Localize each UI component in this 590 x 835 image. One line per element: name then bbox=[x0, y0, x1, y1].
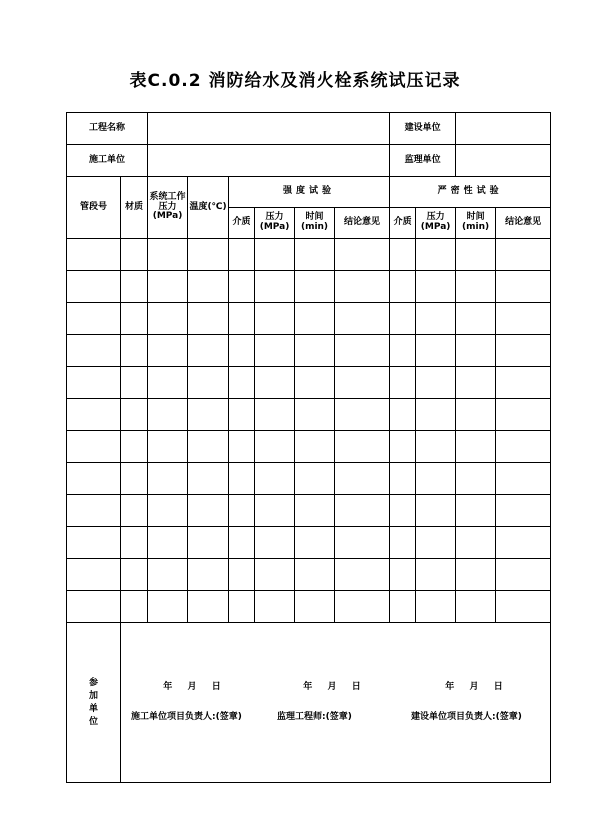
table-cell[interactable] bbox=[335, 303, 390, 335]
project-name-field[interactable] bbox=[148, 113, 390, 145]
supervisor-label: 监理工程师:(签章) bbox=[277, 711, 352, 722]
table-cell[interactable] bbox=[456, 559, 496, 591]
table-row bbox=[67, 463, 551, 495]
table-cell[interactable] bbox=[335, 527, 390, 559]
table-cell[interactable] bbox=[496, 495, 551, 527]
table-cell[interactable] bbox=[456, 431, 496, 463]
table-cell[interactable] bbox=[255, 399, 295, 431]
table-cell[interactable] bbox=[67, 463, 121, 495]
table-cell[interactable] bbox=[121, 367, 148, 399]
table-cell[interactable] bbox=[255, 495, 295, 527]
table-cell[interactable] bbox=[295, 399, 335, 431]
pressure-test-form bbox=[66, 112, 551, 783]
table-cell[interactable] bbox=[390, 271, 416, 303]
table-row bbox=[67, 239, 551, 271]
table-cell[interactable] bbox=[121, 303, 148, 335]
table-cell[interactable] bbox=[229, 527, 255, 559]
table-cell[interactable] bbox=[295, 591, 335, 623]
table-cell[interactable] bbox=[456, 335, 496, 367]
table-cell[interactable] bbox=[148, 303, 188, 335]
table-cell[interactable] bbox=[416, 335, 456, 367]
table-cell[interactable] bbox=[295, 431, 335, 463]
table-cell[interactable] bbox=[390, 239, 416, 271]
construct-unit-row bbox=[67, 145, 551, 177]
table-cell[interactable] bbox=[67, 303, 121, 335]
table-cell[interactable] bbox=[255, 591, 295, 623]
build-manager-label: 建设单位项目负责人:(签章) bbox=[411, 711, 522, 722]
table-cell[interactable] bbox=[456, 399, 496, 431]
table-cell[interactable] bbox=[416, 591, 456, 623]
table-cell[interactable] bbox=[188, 335, 229, 367]
supervisor-date: 年 月 日 bbox=[303, 681, 364, 692]
construct-unit-label: 施工单位 bbox=[67, 145, 148, 177]
table-cell[interactable] bbox=[416, 239, 456, 271]
temperature-header: 温度(℃) bbox=[188, 177, 229, 239]
material-header: 材质 bbox=[121, 177, 148, 239]
table-cell[interactable] bbox=[148, 495, 188, 527]
table-cell[interactable] bbox=[121, 591, 148, 623]
table-cell[interactable] bbox=[390, 463, 416, 495]
tightness-medium-header: 介质 bbox=[390, 208, 416, 239]
table-cell[interactable] bbox=[416, 495, 456, 527]
table-cell[interactable] bbox=[496, 335, 551, 367]
table-cell[interactable] bbox=[188, 527, 229, 559]
construct-unit-field[interactable] bbox=[148, 145, 390, 177]
table-cell[interactable] bbox=[121, 559, 148, 591]
tightness-pressure-header: 压力(MPa) bbox=[416, 208, 456, 239]
table-cell[interactable] bbox=[67, 431, 121, 463]
table-cell[interactable] bbox=[255, 303, 295, 335]
table-cell[interactable] bbox=[456, 367, 496, 399]
strength-test-header: 强度试验 bbox=[229, 177, 390, 208]
table-cell[interactable] bbox=[67, 527, 121, 559]
table-cell[interactable] bbox=[456, 303, 496, 335]
table-cell[interactable] bbox=[188, 559, 229, 591]
table-cell[interactable] bbox=[390, 367, 416, 399]
table-cell[interactable] bbox=[295, 239, 335, 271]
table-cell[interactable] bbox=[229, 559, 255, 591]
project-name-row bbox=[67, 113, 551, 145]
table-cell[interactable] bbox=[335, 591, 390, 623]
table-cell[interactable] bbox=[496, 527, 551, 559]
table-cell[interactable] bbox=[335, 463, 390, 495]
table-cell[interactable] bbox=[148, 431, 188, 463]
table-cell[interactable] bbox=[121, 495, 148, 527]
construct-manager-label: 施工单位项目负责人:(签章) bbox=[131, 711, 242, 722]
table-cell[interactable] bbox=[335, 239, 390, 271]
table-cell[interactable] bbox=[416, 399, 456, 431]
table-cell[interactable] bbox=[121, 463, 148, 495]
tightness-test-header: 严密性试验 bbox=[390, 177, 551, 208]
table-row bbox=[67, 527, 551, 559]
table-cell[interactable] bbox=[416, 431, 456, 463]
table-cell[interactable] bbox=[456, 527, 496, 559]
strength-medium-header: 介质 bbox=[229, 208, 255, 239]
table-row bbox=[67, 335, 551, 367]
tightness-conclusion-header: 结论意见 bbox=[496, 208, 551, 239]
table-cell[interactable] bbox=[148, 271, 188, 303]
table-cell[interactable] bbox=[456, 239, 496, 271]
table-cell[interactable] bbox=[416, 367, 456, 399]
table-cell[interactable] bbox=[295, 367, 335, 399]
table-cell[interactable] bbox=[188, 399, 229, 431]
table-cell[interactable] bbox=[188, 431, 229, 463]
table-cell[interactable] bbox=[188, 495, 229, 527]
table-cell[interactable] bbox=[416, 271, 456, 303]
pipe-section-header: 管段号 bbox=[67, 177, 121, 239]
table-cell[interactable] bbox=[229, 399, 255, 431]
table-cell[interactable] bbox=[229, 239, 255, 271]
table-cell[interactable] bbox=[67, 271, 121, 303]
table-cell[interactable] bbox=[335, 559, 390, 591]
build-unit-label: 建设单位 bbox=[390, 113, 456, 145]
table-cell[interactable] bbox=[121, 399, 148, 431]
table-cell[interactable] bbox=[67, 367, 121, 399]
table-cell[interactable] bbox=[335, 271, 390, 303]
table-cell[interactable] bbox=[335, 367, 390, 399]
build-unit-field[interactable] bbox=[456, 113, 551, 145]
table-cell[interactable] bbox=[255, 239, 295, 271]
table-cell[interactable] bbox=[416, 559, 456, 591]
table-cell[interactable] bbox=[121, 239, 148, 271]
table-cell[interactable] bbox=[188, 303, 229, 335]
table-cell[interactable] bbox=[255, 335, 295, 367]
table-cell[interactable] bbox=[456, 271, 496, 303]
table-cell[interactable] bbox=[121, 431, 148, 463]
table-cell[interactable] bbox=[67, 239, 121, 271]
table-row bbox=[67, 303, 551, 335]
page-title: 表C.0.2 消防给水及消火栓系统试压记录 bbox=[129, 71, 461, 91]
table-row bbox=[67, 495, 551, 527]
table-cell[interactable] bbox=[496, 303, 551, 335]
table-cell[interactable] bbox=[67, 495, 121, 527]
table-cell[interactable] bbox=[390, 495, 416, 527]
table-cell[interactable] bbox=[496, 399, 551, 431]
table-cell[interactable] bbox=[416, 303, 456, 335]
table-cell[interactable] bbox=[148, 335, 188, 367]
table-row bbox=[67, 367, 551, 399]
table-cell[interactable] bbox=[67, 559, 121, 591]
table-cell[interactable] bbox=[148, 527, 188, 559]
table-cell[interactable] bbox=[416, 463, 456, 495]
table-cell[interactable] bbox=[188, 463, 229, 495]
table-row bbox=[67, 431, 551, 463]
build-manager-date: 年 月 日 bbox=[445, 681, 506, 692]
table-cell[interactable] bbox=[295, 559, 335, 591]
table-cell[interactable] bbox=[148, 239, 188, 271]
table-cell[interactable] bbox=[295, 463, 335, 495]
table-cell[interactable] bbox=[229, 463, 255, 495]
table-cell[interactable] bbox=[229, 367, 255, 399]
table-row bbox=[67, 271, 551, 303]
project-name-label: 工程名称 bbox=[67, 113, 148, 145]
table-cell[interactable] bbox=[456, 591, 496, 623]
strength-pressure-header: 压力(MPa) bbox=[255, 208, 295, 239]
table-cell[interactable] bbox=[390, 431, 416, 463]
tightness-time-header: 时间(min) bbox=[456, 208, 496, 239]
strength-time-header: 时间(min) bbox=[295, 208, 335, 239]
table-cell[interactable] bbox=[255, 271, 295, 303]
table-cell[interactable] bbox=[295, 527, 335, 559]
table-cell[interactable] bbox=[188, 239, 229, 271]
table-cell[interactable] bbox=[121, 335, 148, 367]
table-cell[interactable] bbox=[295, 303, 335, 335]
table-cell[interactable] bbox=[390, 591, 416, 623]
table-row bbox=[67, 559, 551, 591]
strength-conclusion-header: 结论意见 bbox=[335, 208, 390, 239]
table-cell[interactable] bbox=[496, 271, 551, 303]
construct-manager-date: 年 月 日 bbox=[163, 681, 224, 692]
table-cell[interactable] bbox=[335, 431, 390, 463]
table-cell[interactable] bbox=[188, 367, 229, 399]
table-cell[interactable] bbox=[496, 559, 551, 591]
table-cell[interactable] bbox=[496, 591, 551, 623]
table-cell[interactable] bbox=[148, 367, 188, 399]
supervise-unit-label: 监理单位 bbox=[390, 145, 456, 177]
table-cell[interactable] bbox=[229, 495, 255, 527]
supervise-unit-field[interactable] bbox=[456, 145, 551, 177]
table-cell[interactable] bbox=[335, 399, 390, 431]
table-cell[interactable] bbox=[390, 335, 416, 367]
table-cell[interactable] bbox=[456, 495, 496, 527]
table-cell[interactable] bbox=[456, 463, 496, 495]
table-cell[interactable] bbox=[121, 271, 148, 303]
table-cell[interactable] bbox=[255, 367, 295, 399]
work-pressure-header: 系统工作压力(MPa) bbox=[148, 177, 188, 239]
table-cell[interactable] bbox=[229, 591, 255, 623]
table-cell[interactable] bbox=[496, 431, 551, 463]
table-cell[interactable] bbox=[229, 335, 255, 367]
table-cell[interactable] bbox=[496, 463, 551, 495]
table-cell[interactable] bbox=[188, 271, 229, 303]
signature-row bbox=[67, 623, 551, 783]
signature-area bbox=[121, 623, 551, 783]
table-cell[interactable] bbox=[295, 271, 335, 303]
table-cell[interactable] bbox=[416, 527, 456, 559]
table-cell[interactable] bbox=[67, 399, 121, 431]
table-cell[interactable] bbox=[390, 527, 416, 559]
table-cell[interactable] bbox=[335, 495, 390, 527]
table-cell[interactable] bbox=[148, 591, 188, 623]
table-cell[interactable] bbox=[148, 399, 188, 431]
table-cell[interactable] bbox=[67, 335, 121, 367]
table-cell[interactable] bbox=[229, 431, 255, 463]
table-cell[interactable] bbox=[496, 367, 551, 399]
table-cell[interactable] bbox=[390, 559, 416, 591]
table-cell[interactable] bbox=[255, 463, 295, 495]
table-cell[interactable] bbox=[229, 271, 255, 303]
participants-cell bbox=[67, 623, 121, 783]
table-cell[interactable] bbox=[67, 591, 121, 623]
participants-label: 参加单位 bbox=[88, 677, 98, 727]
table-cell[interactable] bbox=[188, 591, 229, 623]
table-cell[interactable] bbox=[335, 335, 390, 367]
table-cell[interactable] bbox=[390, 303, 416, 335]
header-row-1 bbox=[67, 177, 551, 208]
table-cell[interactable] bbox=[255, 431, 295, 463]
table-cell[interactable] bbox=[496, 239, 551, 271]
table-cell[interactable] bbox=[255, 527, 295, 559]
table-row bbox=[67, 591, 551, 623]
table-cell[interactable] bbox=[390, 399, 416, 431]
table-cell[interactable] bbox=[229, 303, 255, 335]
table-cell[interactable] bbox=[148, 559, 188, 591]
table-cell[interactable] bbox=[121, 527, 148, 559]
table-cell[interactable] bbox=[295, 335, 335, 367]
table-cell[interactable] bbox=[148, 463, 188, 495]
table-row bbox=[67, 399, 551, 431]
table-cell[interactable] bbox=[295, 495, 335, 527]
table-cell[interactable] bbox=[255, 559, 295, 591]
